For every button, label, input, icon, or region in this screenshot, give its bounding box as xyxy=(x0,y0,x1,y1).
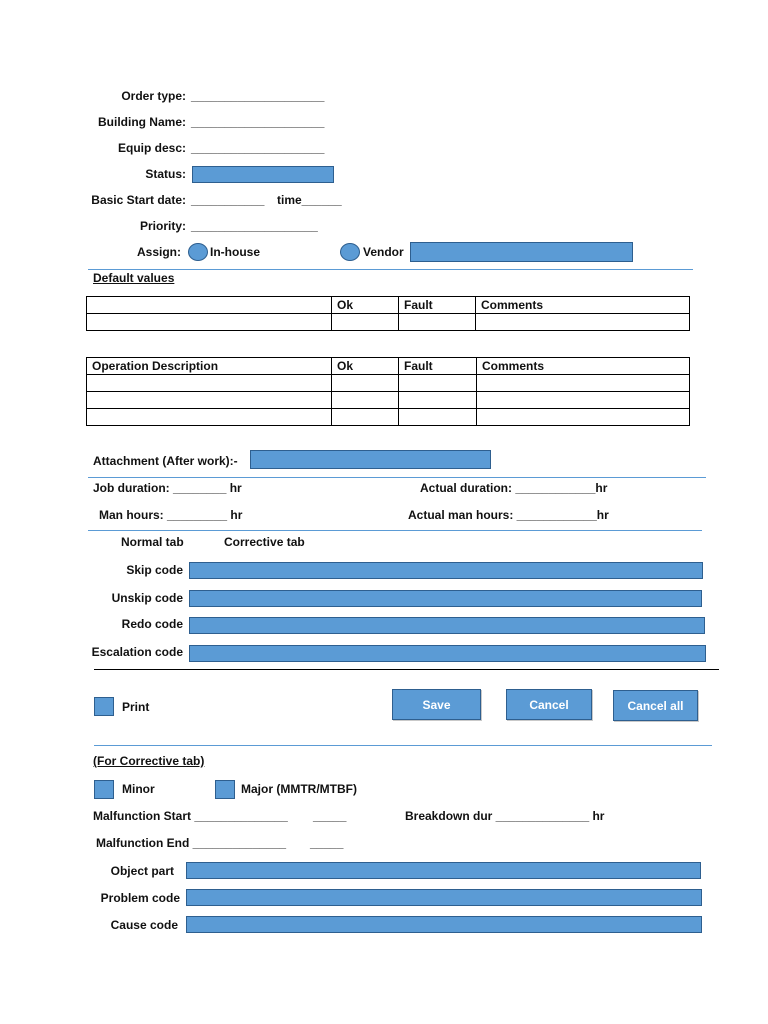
default-values-table xyxy=(86,296,690,331)
table-row xyxy=(87,314,690,331)
vendor-field[interactable] xyxy=(410,242,633,262)
cancel-button[interactable]: Cancel xyxy=(506,689,592,720)
table-row xyxy=(87,375,690,392)
building-name-field[interactable]: ____________________ xyxy=(191,115,325,129)
divider xyxy=(94,745,712,746)
table-header-cell: Comments xyxy=(477,358,690,375)
table-cell[interactable] xyxy=(332,409,399,426)
cause-code-label: Cause code xyxy=(110,918,178,932)
unskip-code-field[interactable] xyxy=(189,590,702,607)
malfunction-end-time-field[interactable]: _____ xyxy=(310,836,344,850)
table-cell[interactable] xyxy=(87,409,332,426)
divider xyxy=(88,477,706,478)
table-header-cell: Fault xyxy=(399,358,477,375)
man-hours-field[interactable]: Man hours: _________ hr xyxy=(99,508,243,522)
unskip-code-label: Unskip code xyxy=(111,591,183,605)
vendor-label: Vendor xyxy=(363,245,404,259)
table-header-cell: Ok xyxy=(332,358,399,375)
table-row xyxy=(87,392,690,409)
actual-duration-field[interactable]: Actual duration: ____________hr xyxy=(420,481,608,495)
major-checkbox[interactable] xyxy=(215,780,235,799)
table-header-cell xyxy=(87,297,332,314)
order-type-label: Order type: xyxy=(121,89,186,103)
malfunction-end-field[interactable]: Malfunction End ______________ xyxy=(96,836,287,850)
escalation-code-label: Escalation code xyxy=(91,645,183,659)
table-header-cell: Operation Description xyxy=(87,358,332,375)
skip-code-label: Skip code xyxy=(126,563,183,577)
malfunction-start-time-field[interactable]: _____ xyxy=(313,809,347,823)
tab-corrective[interactable]: Corrective tab xyxy=(224,535,305,549)
cancel-all-button[interactable]: Cancel all xyxy=(613,690,698,721)
table-cell[interactable] xyxy=(399,392,477,409)
status-field[interactable] xyxy=(192,166,334,183)
table-cell[interactable] xyxy=(332,375,399,392)
building-name-label: Building Name: xyxy=(97,115,186,129)
redo-code-label: Redo code xyxy=(121,617,183,631)
table-header-cell: Comments xyxy=(476,297,690,314)
malfunction-start-field[interactable]: Malfunction Start ______________ xyxy=(93,809,288,823)
table-cell[interactable] xyxy=(87,314,332,331)
table-cell[interactable] xyxy=(332,392,399,409)
problem-code-field[interactable] xyxy=(186,889,702,906)
table-cell[interactable] xyxy=(399,409,477,426)
table-cell[interactable] xyxy=(399,314,476,331)
object-part-label: Object part xyxy=(110,864,174,878)
print-label: Print xyxy=(122,700,150,714)
status-label: Status: xyxy=(145,167,186,181)
table-header-cell: Ok xyxy=(332,297,399,314)
breakdown-dur-field[interactable]: Breakdown dur ______________ hr xyxy=(405,809,605,823)
minor-checkbox[interactable] xyxy=(94,780,114,799)
skip-code-field[interactable] xyxy=(189,562,703,579)
minor-label: Minor xyxy=(122,782,155,796)
divider xyxy=(88,530,702,531)
attachment-field[interactable] xyxy=(250,450,491,469)
table-cell[interactable] xyxy=(399,375,477,392)
table-header-row xyxy=(87,297,690,314)
equip-desc-field[interactable]: ____________________ xyxy=(191,141,325,155)
time-field[interactable]: time______ xyxy=(277,193,342,207)
assign-label: Assign: xyxy=(136,245,181,259)
print-checkbox[interactable] xyxy=(94,697,114,716)
actual-man-hours-field[interactable]: Actual man hours: ____________hr xyxy=(408,508,609,522)
order-type-field[interactable]: ____________________ xyxy=(191,89,325,103)
table-cell[interactable] xyxy=(477,392,690,409)
object-part-field[interactable] xyxy=(186,862,701,879)
table-cell[interactable] xyxy=(476,314,690,331)
inhouse-radio[interactable] xyxy=(188,243,208,261)
redo-code-field[interactable] xyxy=(189,617,705,634)
table-cell[interactable] xyxy=(332,314,399,331)
equip-desc-label: Equip desc: xyxy=(117,141,186,155)
problem-code-label: Problem code xyxy=(100,891,180,905)
table-cell[interactable] xyxy=(87,392,332,409)
divider xyxy=(94,669,719,670)
save-button[interactable]: Save xyxy=(392,689,481,720)
job-duration-field[interactable]: Job duration: ________ hr xyxy=(93,481,242,495)
corrective-section-title: (For Corrective tab) xyxy=(93,754,205,768)
table-header-cell: Fault xyxy=(399,297,476,314)
table-cell[interactable] xyxy=(477,409,690,426)
priority-field[interactable]: ___________________ xyxy=(191,219,318,233)
vendor-radio[interactable] xyxy=(340,243,360,261)
priority-label: Priority: xyxy=(139,219,186,233)
major-label: Major (MMTR/MTBF) xyxy=(241,782,357,796)
operations-table xyxy=(86,357,690,426)
table-cell[interactable] xyxy=(477,375,690,392)
inhouse-label: In-house xyxy=(210,245,260,259)
table-cell[interactable] xyxy=(87,375,332,392)
table-row xyxy=(87,409,690,426)
attachment-label: Attachment (After work):- xyxy=(93,454,238,468)
table-header-row xyxy=(87,358,690,375)
cause-code-field[interactable] xyxy=(186,916,702,933)
divider xyxy=(88,269,693,270)
basic-start-date-field[interactable]: ___________ xyxy=(191,193,265,207)
escalation-code-field[interactable] xyxy=(189,645,706,662)
basic-start-date-label: Basic Start date: xyxy=(91,193,186,207)
default-values-title: Default values xyxy=(93,271,175,285)
tab-normal[interactable]: Normal tab xyxy=(121,535,184,549)
